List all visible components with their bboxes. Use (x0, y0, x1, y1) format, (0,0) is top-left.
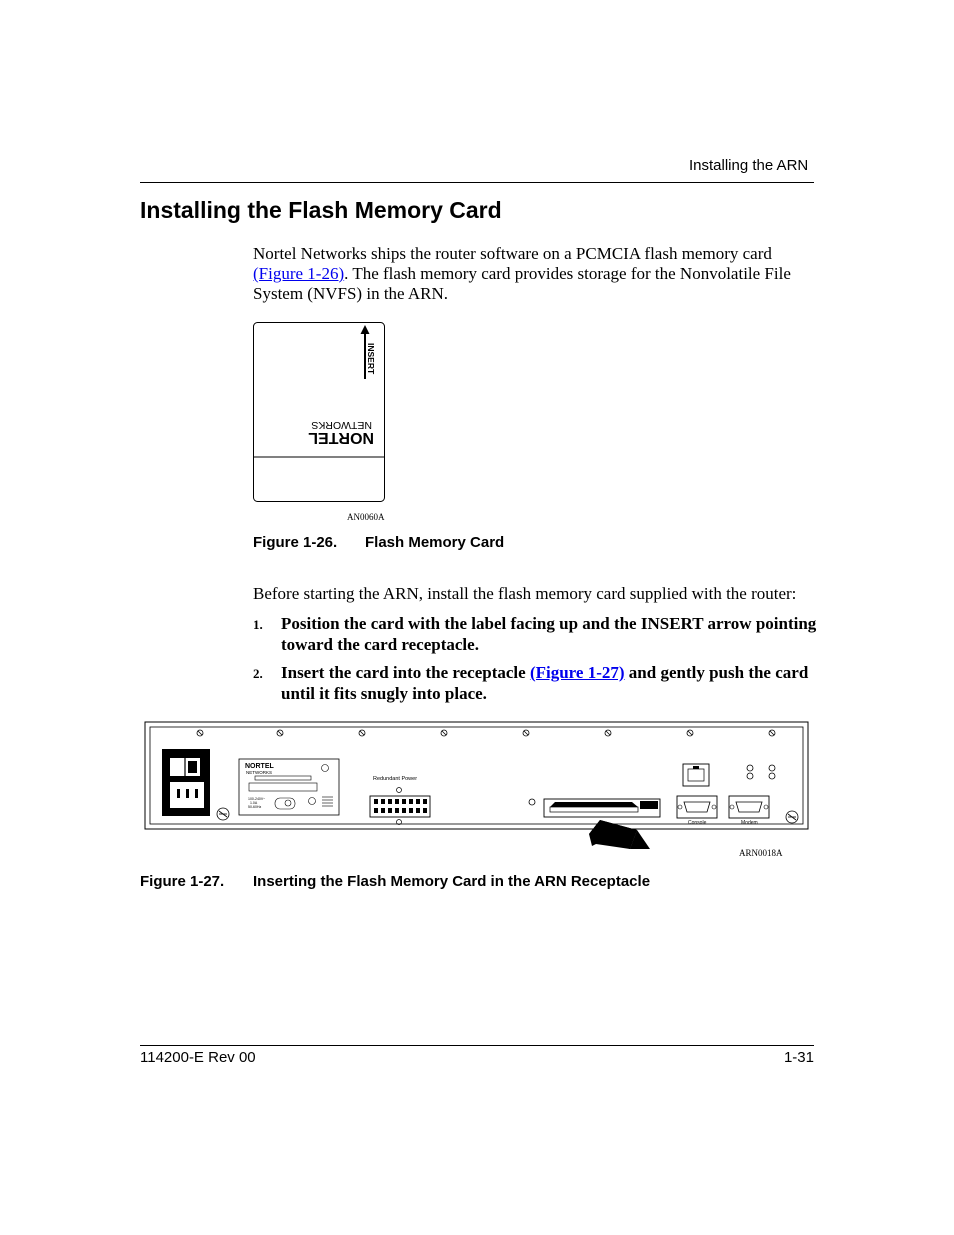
figure-1-27-caption-number: Figure 1-27. (140, 873, 225, 890)
redundant-power-label: Redundant Power (373, 776, 418, 782)
step-2-text (281, 662, 823, 704)
figure-1-26-link[interactable]: (Figure 1-26) (253, 264, 345, 283)
figure-1-26-code: AN0060A (347, 512, 385, 522)
receptacle-card-edge (550, 802, 638, 807)
running-header: Installing the ARN (689, 157, 809, 174)
step-2 (253, 662, 823, 704)
header-rule (140, 182, 814, 183)
rating-current: 1.0A (250, 801, 258, 805)
panel-logo-networks: NETWORKS (246, 770, 273, 775)
product-label (239, 759, 339, 815)
figure-1-27-code: ARN0018A (739, 848, 783, 858)
rating-frequency: 50-60Hz (248, 805, 262, 809)
card-logo-networks: NETWORKS (311, 419, 372, 431)
procedure-lead-in: Before starting the ARN, install the flash memory card supplied with the router: (253, 584, 797, 603)
step-1 (253, 613, 823, 655)
intro-text-start: Nortel Networks ships the router software on a PCMCIA flash memory card (253, 244, 772, 263)
step-1-number: 1. (253, 617, 263, 632)
figure-1-27-link[interactable]: (Figure 1-27) (529, 663, 625, 682)
ethernet-port (683, 764, 709, 786)
redundant-power-port (370, 796, 430, 817)
card-logo (308, 419, 374, 446)
step-1-text: Position the card with the label facing up and the INSERT arrow pointing toward the card receptacle. (281, 614, 817, 654)
console-label: Console (688, 820, 707, 826)
intro-paragraph (253, 244, 823, 304)
power-module (162, 749, 210, 816)
flash-memory-card-figure (252, 321, 388, 505)
db9-console-icon (684, 802, 710, 812)
figure-1-26-caption-title: Flash Memory Card (365, 534, 505, 551)
page-title: Installing the Flash Memory Card (140, 197, 502, 223)
intro-text-end: . The flash memory card provides storage for the Nonvolatile File System (NVFS) in the ARN. (253, 264, 791, 303)
panel-logo-nortel: NORTEL (245, 763, 274, 770)
footer-page-number: 1-31 (783, 1049, 814, 1066)
figure-1-27-caption-title: Inserting the Flash Memory Card in the ARN Receptacle (253, 873, 651, 890)
eject-button (640, 801, 658, 809)
step-2-number: 2. (253, 666, 263, 681)
footer-document-number: 114200-E Rev 00 (140, 1049, 256, 1066)
step-2-text-end: and gently push the card until it fits snugly into place. (281, 663, 809, 703)
modem-label: Modem (741, 820, 758, 826)
figure-1-26-caption-number: Figure 1-26. (253, 534, 338, 551)
pcmcia-receptacle (529, 799, 660, 817)
step-2-text-start: Insert the card into the receptacle (281, 663, 530, 682)
rating-voltage: 100-240V~ (248, 797, 266, 801)
arn-rear-panel-figure (140, 716, 814, 852)
footer-rule (140, 1045, 814, 1046)
card-logo-nortel: NORTEL (308, 429, 374, 446)
db9-modem-icon (736, 802, 762, 812)
insert-label: INSERT (366, 343, 376, 375)
